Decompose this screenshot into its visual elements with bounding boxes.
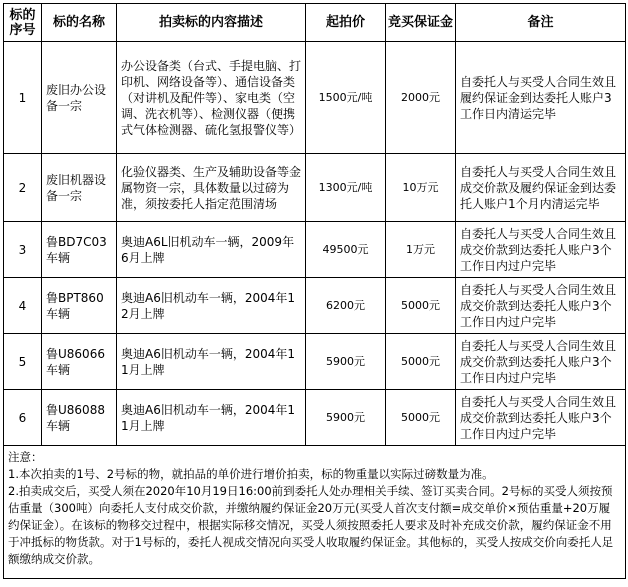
header-seq: 标的序号 — [4, 4, 42, 42]
notes-cell — [4, 446, 626, 579]
row-deposit: 10万元 — [386, 154, 456, 222]
row-price: 1500元/吨 — [306, 42, 386, 154]
row-desc: 办公设备类（台式、手提电脑、打印机、网络设备等）、通信设备类（对讲机及配件等）、家电类（空调、洗衣机等）、检测仪器（便携式气体检测器、硫化氢报警仪等） — [117, 42, 306, 154]
row-name: 鲁BPT860车辆 — [42, 278, 117, 334]
row-name: 鲁U86066车辆 — [42, 334, 117, 390]
row-seq: 6 — [4, 390, 42, 446]
auction-table — [3, 3, 626, 579]
row-remark: 自委托人与买受人合同生效且成交价款到达委托人账户3个工作日内过户完毕 — [456, 222, 626, 278]
row-name: 废旧机器设备一宗 — [42, 154, 117, 222]
row-desc: 奥迪A6旧机动车一辆，2004年11月上牌 — [117, 390, 306, 446]
notes-line-1: 1.本次拍卖的1号、2号标的物，就拍品的单价进行增价拍卖，标的物重量以实际过磅数量为准。 — [8, 467, 494, 481]
row-desc: 奥迪A6旧机动车一辆，2004年11月上牌 — [117, 334, 306, 390]
row-remark: 自委托人与买受人合同生效且成交价款到达委托人账户3个工作日内过户完毕 — [456, 334, 626, 390]
row-seq: 2 — [4, 154, 42, 222]
header-remark: 备注 — [456, 4, 626, 42]
row-remark: 自委托人与买受人合同生效且成交价款到达委托人账户3个工作日内过户完毕 — [456, 278, 626, 334]
notes-line-2: 2.拍卖成交后，买受人须在2020年10月19日16:00前到委托人处办理相关手续、签订买卖合同。2号标的买受人须按预估重量（300吨）向委托人支付成交价款，并缴纳履约保证金20万元(买受人首次支付额=成交单价×预估重量+20万履约保证金）。在该标的物移交过程中，根据实际移交情况，买受人须按照委托人要求及时补充成交价款，履约保证金不用于冲抵标的物货款。对于1号标的，委托人视成交情况向买受人收取履约保证金。其他标的，买受人按成交价向委托人足额缴纳成交价款。 — [8, 484, 614, 566]
header-desc: 拍卖标的内容描述 — [117, 4, 306, 42]
table-row — [4, 278, 626, 334]
row-seq: 4 — [4, 278, 42, 334]
row-seq: 5 — [4, 334, 42, 390]
row-deposit: 1万元 — [386, 222, 456, 278]
row-desc: 奥迪A6旧机动车一辆，2004年12月上牌 — [117, 278, 306, 334]
row-price: 49500元 — [306, 222, 386, 278]
table-row — [4, 154, 626, 222]
row-seq: 1 — [4, 42, 42, 154]
row-price: 6200元 — [306, 278, 386, 334]
row-deposit: 2000元 — [386, 42, 456, 154]
row-price: 1300元/吨 — [306, 154, 386, 222]
table-row — [4, 334, 626, 390]
row-deposit: 5000元 — [386, 278, 456, 334]
row-remark: 自委托人与买受人合同生效且履约保证金到达委托人账户3工作日内清运完毕 — [456, 42, 626, 154]
header-name: 标的名称 — [42, 4, 117, 42]
row-price: 5900元 — [306, 390, 386, 446]
row-name: 鲁U86088车辆 — [42, 390, 117, 446]
notes-row — [4, 446, 626, 579]
table-row — [4, 222, 626, 278]
header-price: 起拍价 — [306, 4, 386, 42]
row-seq: 3 — [4, 222, 42, 278]
row-desc: 化验仪器类、生产及辅助设备等金属物资一宗，具体数量以过磅为准，须按委托人指定范围清场 — [117, 154, 306, 222]
header-row — [4, 4, 626, 42]
table-row — [4, 390, 626, 446]
row-name: 废旧办公设备一宗 — [42, 42, 117, 154]
table-row — [4, 42, 626, 154]
row-deposit: 5000元 — [386, 334, 456, 390]
header-deposit: 竞买保证金 — [386, 4, 456, 42]
row-desc: 奥迪A6L旧机动车一辆，2009年6月上牌 — [117, 222, 306, 278]
row-name: 鲁BD7C03车辆 — [42, 222, 117, 278]
notes-title: 注意： — [8, 450, 43, 464]
row-price: 5900元 — [306, 334, 386, 390]
row-remark: 自委托人与买受人合同生效且成交价款及履约保证金到达委托人账户1个月内清运完毕 — [456, 154, 626, 222]
row-deposit: 5000元 — [386, 390, 456, 446]
row-remark: 自委托人与买受人合同生效且成交价款到达委托人账户3个工作日内过户完毕 — [456, 390, 626, 446]
auction-table-container — [3, 3, 625, 584]
